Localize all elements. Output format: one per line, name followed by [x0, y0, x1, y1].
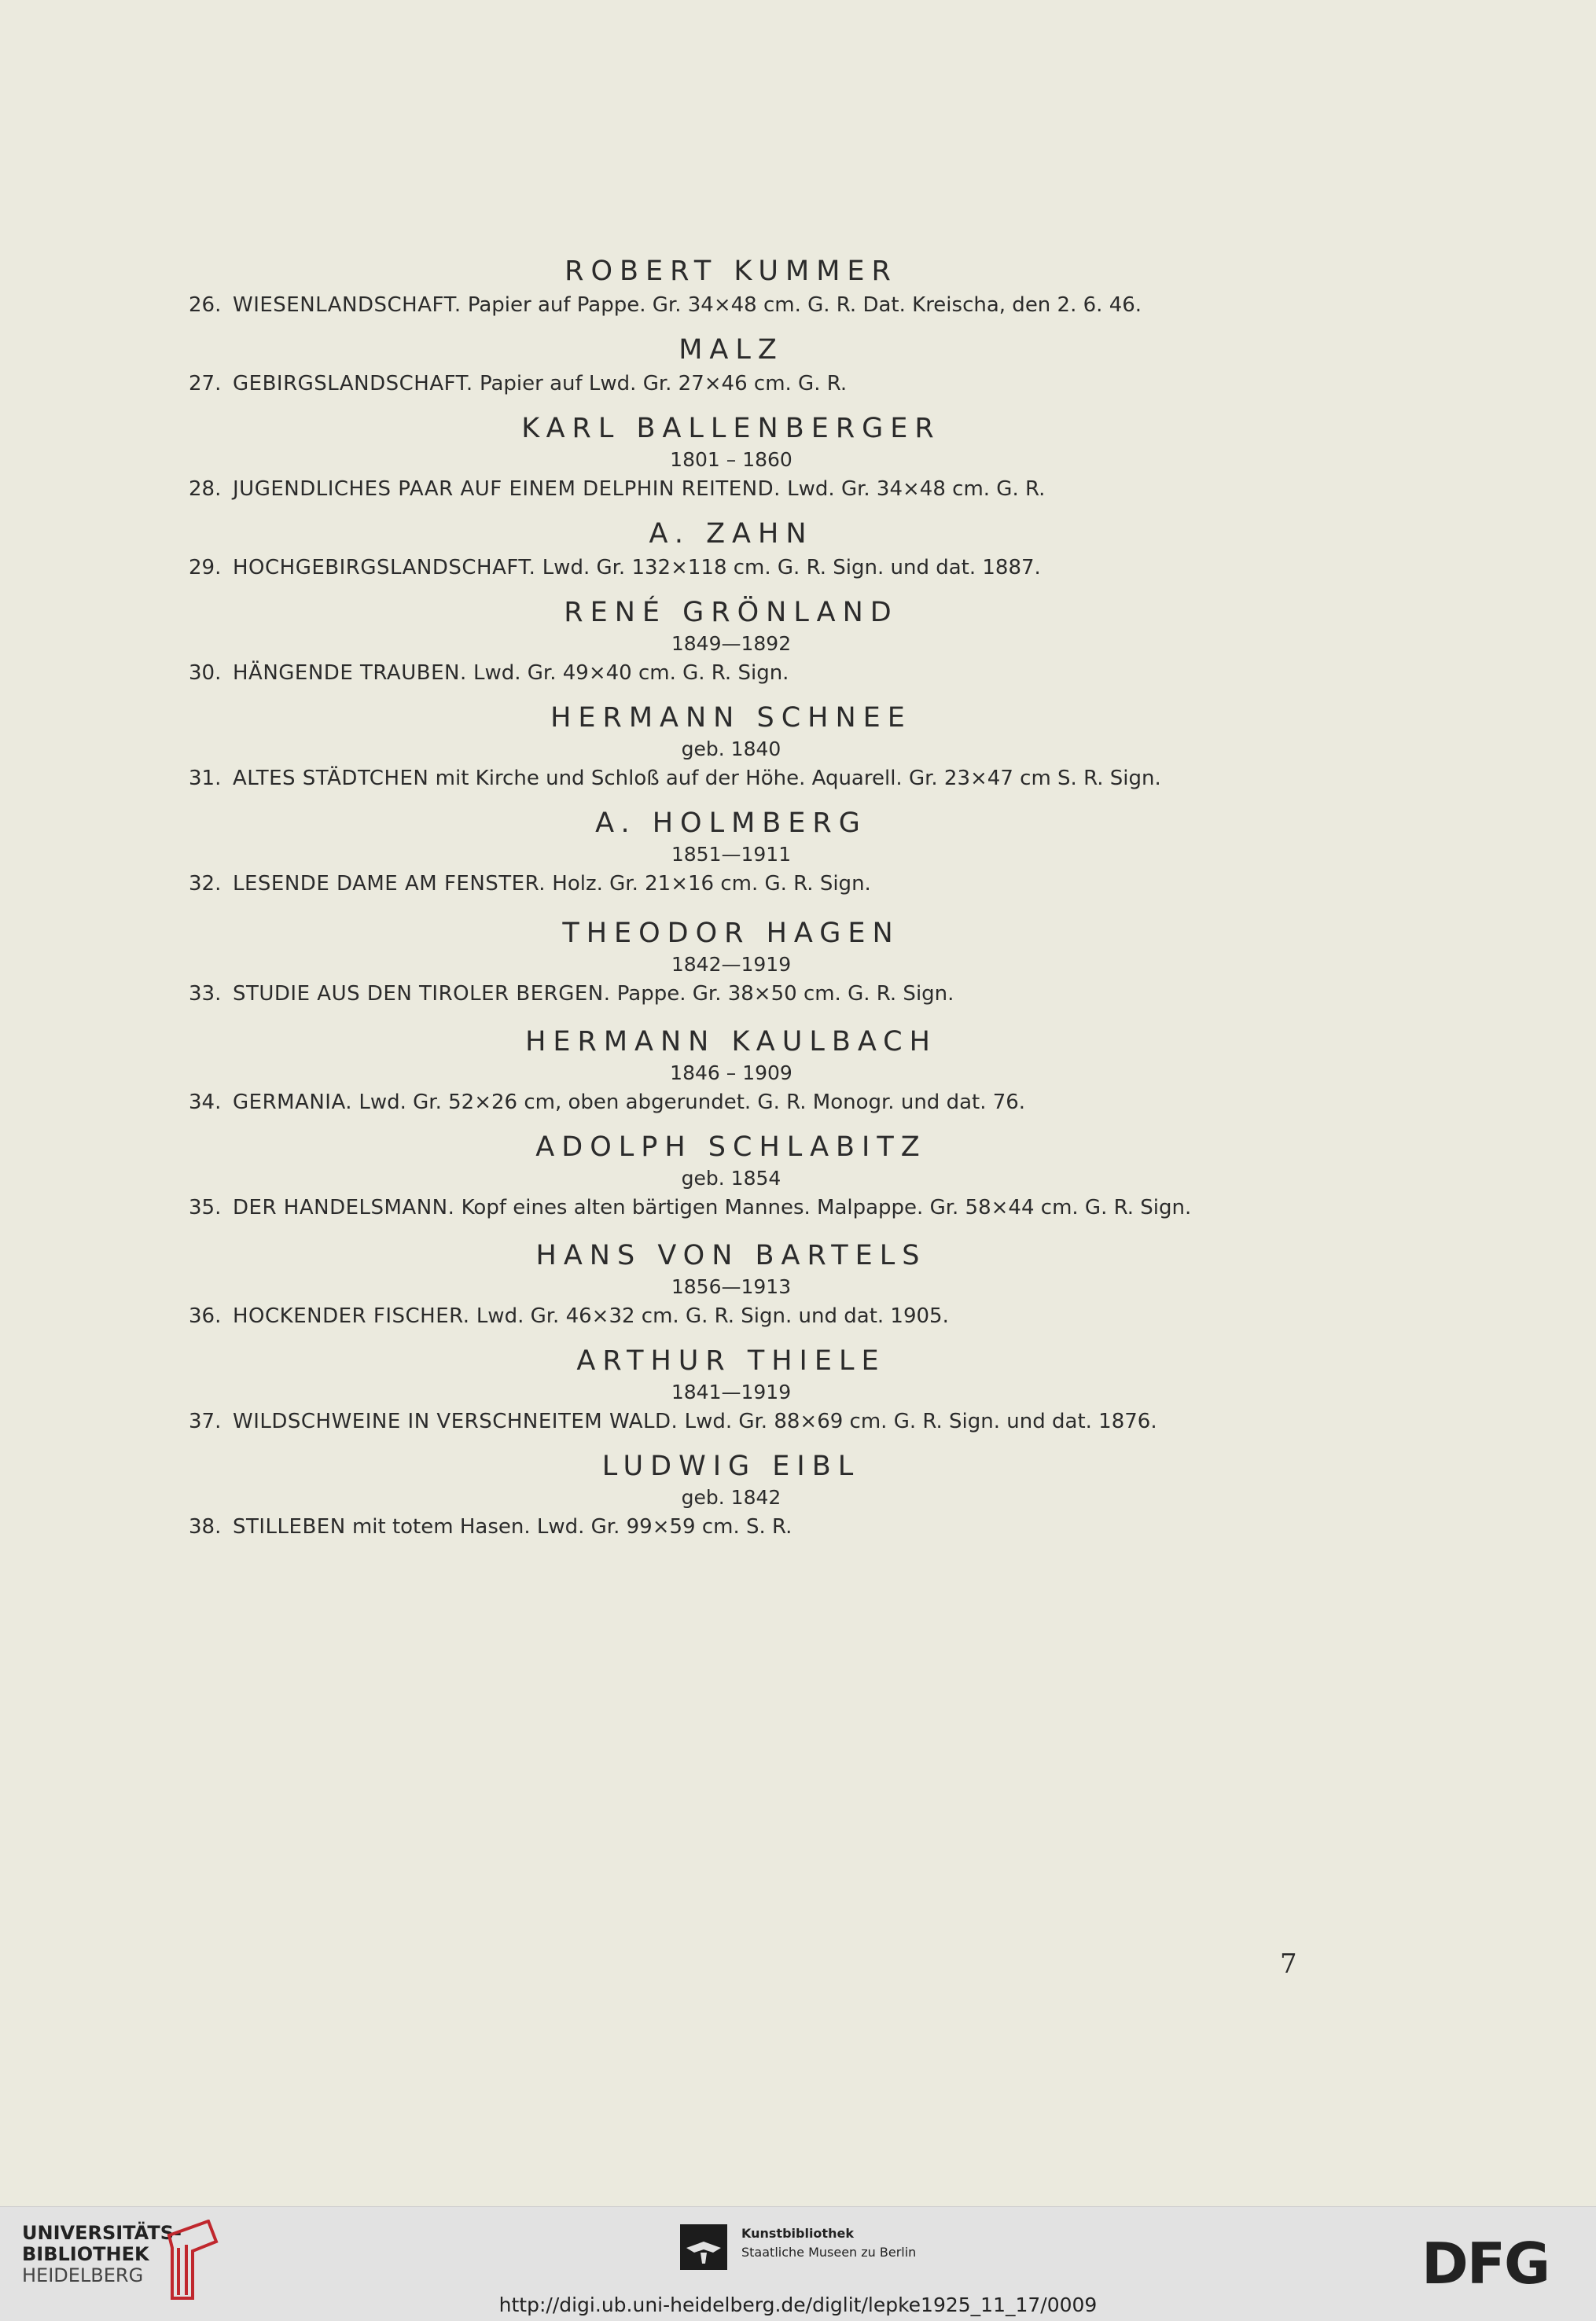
lot-item: [189, 868, 1596, 899]
kb-subtitle: Staatliche Museen zu Berlin: [741, 2245, 917, 2260]
footer-bar: [0, 2206, 1596, 2321]
lot-details: Pappe. Gr. 38×50 cm. G. R. Sign.: [616, 982, 954, 1006]
artist-name: ADOLPH SCHLABITZ: [535, 1131, 927, 1163]
catalog-entry: [0, 915, 1596, 1010]
artist-name: A. ZAHN: [649, 518, 814, 550]
lot-details: mit totem Hasen. Lwd. Gr. 99×59 cm. S. R.: [351, 1515, 792, 1539]
artist-dates: 1842—1919: [671, 953, 792, 976]
lot-number: 30.: [189, 661, 222, 685]
lot-details: Lwd. Gr. 49×40 cm. G. R. Sign.: [473, 661, 789, 685]
lot-number: 28.: [189, 477, 222, 501]
kb-name: Kunstbibliothek: [741, 2226, 854, 2241]
ub-heidelberg-mark-icon: [161, 2220, 219, 2301]
ub-logo-line1: UNIVERSITÄTS-: [22, 2222, 182, 2244]
artist-name: THEODOR HAGEN: [562, 918, 900, 949]
lot-number: 31.: [189, 767, 222, 790]
catalog-entry: [0, 1129, 1596, 1223]
permalink-url[interactable]: http://digi.ub.uni-heidelberg.de/diglit/lepke1925_11_17/0009: [498, 2293, 1098, 2316]
page-number: 7: [1280, 1948, 1297, 1980]
lot-number: 32.: [189, 872, 222, 896]
artist-dates: geb. 1840: [681, 737, 781, 760]
catalog-list: [0, 253, 1596, 1554]
artist-name: HERMANN KAULBACH: [525, 1026, 937, 1058]
artist-name: A. HOLMBERG: [595, 807, 867, 839]
lot-number: 35.: [189, 1196, 222, 1219]
lot-title: HOCHGEBIRGSLANDSCHAFT.: [233, 556, 536, 579]
lot-title: JUGENDLICHES PAAR AUF EINEM DELPHIN REITEND.: [233, 477, 781, 501]
artist-dates: 1851—1911: [671, 843, 792, 866]
catalog-entry: [0, 516, 1596, 583]
lot-item: [189, 1300, 1596, 1332]
lot-title: WIESENLANDSCHAFT.: [233, 293, 462, 317]
ub-logo-line2: BIBLIOTHEK: [22, 2243, 149, 2265]
lot-title: STILLEBEN: [233, 1515, 346, 1539]
artist-name: HANS VON BARTELS: [535, 1240, 927, 1271]
catalog-entry: [0, 1448, 1596, 1543]
lot-title: GEBIRGSLANDSCHAFT.: [233, 372, 473, 395]
lot-item: [189, 763, 1596, 794]
artist-name: ROBERT KUMMER: [564, 256, 898, 287]
lot-details: Lwd. Gr. 46×32 cm. G. R. Sign. und dat. 1905.: [476, 1304, 949, 1328]
catalog-entry: [0, 1343, 1596, 1437]
catalog-entry: [0, 1024, 1596, 1118]
lot-title: STUDIE AUS DEN TIROLER BERGEN.: [233, 982, 611, 1006]
lot-details: Lwd. Gr. 52×26 cm, oben abgerundet. G. R. Monogr. und dat. 76.: [359, 1091, 1026, 1114]
lot-item: [189, 1087, 1596, 1118]
dfg-logo[interactable]: DFG: [1421, 2231, 1550, 2297]
lot-item: [189, 978, 1596, 1010]
lot-title: WILDSCHWEINE IN VERSCHNEITEM WALD.: [233, 1410, 678, 1433]
catalog-entry: [0, 700, 1596, 794]
catalog-entry: [0, 410, 1596, 505]
lot-number: 29.: [189, 556, 222, 579]
artist-dates: geb. 1842: [681, 1486, 781, 1509]
lot-item: [189, 552, 1596, 583]
kunstbibliothek-eagle-icon: [680, 2224, 735, 2271]
artist-dates: 1801 – 1860: [670, 448, 792, 471]
artist-dates: geb. 1854: [681, 1167, 781, 1190]
lot-title: GERMANIA.: [233, 1091, 353, 1114]
lot-details: Holz. Gr. 21×16 cm. G. R. Sign.: [552, 872, 871, 896]
lot-details: Lwd. Gr. 88×69 cm. G. R. Sign. und dat. 1876.: [684, 1410, 1157, 1433]
artist-name: ARTHUR THIELE: [576, 1345, 886, 1377]
lot-details: Kopf eines alten bärtigen Mannes. Malpappe. Gr. 58×44 cm. G. R. Sign.: [461, 1196, 1192, 1219]
artist-name: HERMANN SCHNEE: [550, 702, 912, 734]
artist-dates: 1846 – 1909: [670, 1061, 792, 1084]
artist-dates: 1841—1919: [671, 1381, 792, 1403]
ub-heidelberg-logo[interactable]: [22, 2223, 182, 2286]
lot-item: [189, 368, 1596, 399]
lot-title: ALTES STÄDTCHEN: [233, 767, 429, 790]
catalog-entry: [0, 253, 1596, 321]
lot-number: 38.: [189, 1515, 222, 1539]
artist-dates: 1856—1913: [671, 1275, 792, 1298]
lot-title: HOCKENDER FISCHER.: [233, 1304, 470, 1328]
catalog-entry: [0, 1238, 1596, 1332]
lot-number: 34.: [189, 1091, 222, 1114]
artist-name: LUDWIG EIBL: [601, 1451, 861, 1482]
lot-item: [189, 657, 1596, 689]
artist-name: KARL BALLENBERGER: [521, 413, 941, 444]
catalog-entry: [0, 332, 1596, 399]
lot-item: [189, 1406, 1596, 1437]
lot-details: Lwd. Gr. 132×118 cm. G. R. Sign. und dat. 1887.: [542, 556, 1041, 579]
artist-name: MALZ: [678, 334, 784, 366]
lot-details: Papier auf Lwd. Gr. 27×46 cm. G. R.: [479, 372, 848, 395]
lot-item: [189, 473, 1596, 505]
artist-name: RENÉ GRÖNLAND: [564, 597, 899, 628]
lot-number: 27.: [189, 372, 222, 395]
lot-details: Papier auf Pappe. Gr. 34×48 cm. G. R. Dat. Kreischa, den 2. 6. 46.: [467, 293, 1142, 317]
lot-details: Lwd. Gr. 34×48 cm. G. R.: [787, 477, 1046, 501]
lot-number: 33.: [189, 982, 222, 1006]
catalog-entry: [0, 594, 1596, 689]
lot-item: [189, 1511, 1596, 1543]
ub-logo-line3: HEIDELBERG: [22, 2264, 144, 2286]
lot-number: 36.: [189, 1304, 222, 1328]
lot-item: [189, 1192, 1596, 1223]
lot-title: LESENDE DAME AM FENSTER.: [233, 872, 546, 896]
lot-item: [189, 289, 1596, 321]
kunstbibliothek-logo[interactable]: [741, 2224, 916, 2262]
lot-number: 37.: [189, 1410, 222, 1433]
catalog-entry: [0, 805, 1596, 899]
lot-title: DER HANDELSMANN.: [233, 1196, 455, 1219]
lot-title: HÄNGENDE TRAUBEN.: [233, 661, 467, 685]
lot-number: 26.: [189, 293, 222, 317]
artist-dates: 1849—1892: [671, 632, 792, 655]
lot-details: mit Kirche und Schloß auf der Höhe. Aquarell. Gr. 23×47 cm S. R. Sign.: [435, 767, 1161, 790]
